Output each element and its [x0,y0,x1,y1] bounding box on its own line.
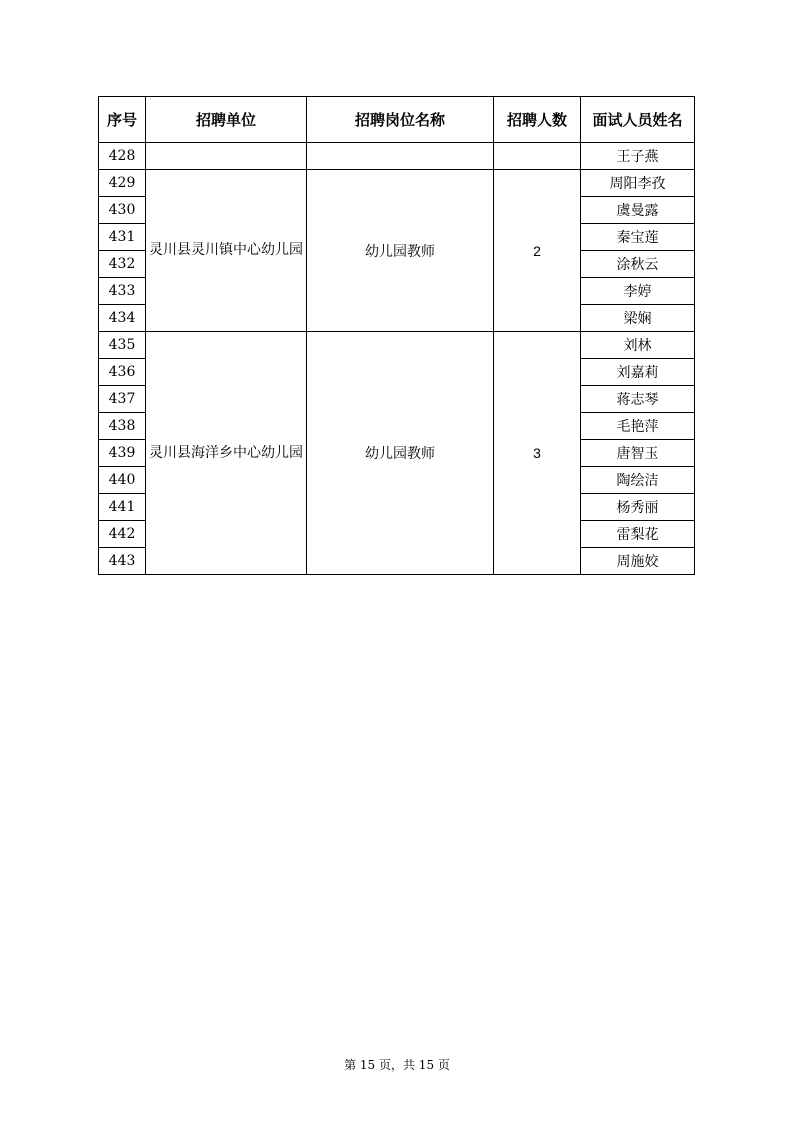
interview-roster-table [98,96,695,575]
seq-cell: 433 [99,278,146,305]
header-row [99,97,695,143]
seq-cell: 441 [99,494,146,521]
page-footer: 第 15 页，共 15 页 [344,1058,450,1072]
post-cell [307,143,494,170]
seq-cell: 440 [99,467,146,494]
seq-cell: 434 [99,305,146,332]
seq-cell: 432 [99,251,146,278]
unit-cell [146,143,307,170]
name-cell: 梁娴 [581,305,695,332]
name-cell: 刘林 [581,332,695,359]
header-unit: 招聘单位 [146,97,307,143]
seq-cell: 443 [99,548,146,575]
seq-cell: 439 [99,440,146,467]
name-cell: 陶绘洁 [581,467,695,494]
count-cell [494,143,581,170]
post-cell: 幼儿园教师 [307,170,494,332]
name-cell: 李婷 [581,278,695,305]
seq-cell: 431 [99,224,146,251]
name-cell: 虞曼露 [581,197,695,224]
name-cell: 刘嘉莉 [581,359,695,386]
name-cell: 周施姣 [581,548,695,575]
seq-cell: 429 [99,170,146,197]
name-cell: 蒋志琴 [581,386,695,413]
name-cell: 杨秀丽 [581,494,695,521]
seq-cell: 428 [99,143,146,170]
seq-cell: 430 [99,197,146,224]
header-count: 招聘人数 [494,97,581,143]
name-cell: 毛艳萍 [581,413,695,440]
count-cell: 3 [494,332,581,575]
post-cell: 幼儿园教师 [307,332,494,575]
name-cell: 雷梨花 [581,521,695,548]
name-cell: 涂秋云 [581,251,695,278]
seq-cell: 435 [99,332,146,359]
header-seq: 序号 [99,97,146,143]
table-row [99,143,695,170]
seq-cell: 438 [99,413,146,440]
table-row [99,170,695,197]
name-cell: 秦宝莲 [581,224,695,251]
count-cell: 2 [494,170,581,332]
header-post: 招聘岗位名称 [307,97,494,143]
unit-cell: 灵川县海洋乡中心幼儿园 [146,332,307,575]
seq-cell: 442 [99,521,146,548]
name-cell: 周阳李孜 [581,170,695,197]
name-cell: 王子燕 [581,143,695,170]
unit-cell: 灵川县灵川镇中心幼儿园 [146,170,307,332]
table-row [99,332,695,359]
seq-cell: 436 [99,359,146,386]
seq-cell: 437 [99,386,146,413]
name-cell: 唐智玉 [581,440,695,467]
header-name: 面试人员姓名 [581,97,695,143]
